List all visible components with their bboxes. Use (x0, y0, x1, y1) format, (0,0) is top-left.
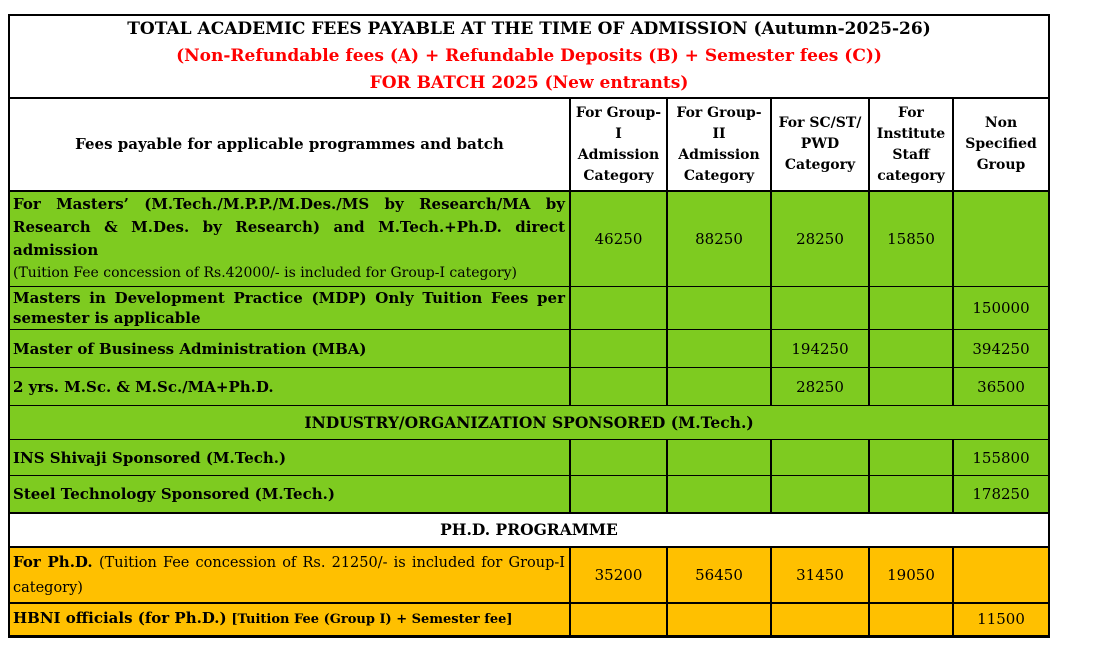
fees-table-grid (8, 14, 1050, 638)
program-cell-mba (9, 330, 570, 368)
fee-cell-nonspec (953, 191, 1049, 287)
col-header-scst-pwd: For SC/ST/ PWD Category (771, 98, 869, 191)
row-hbni (9, 603, 1049, 637)
fee-cell-group2 (667, 603, 771, 637)
fee-cell-group2 (667, 287, 771, 330)
row-mdp (9, 287, 1049, 330)
fee-cell-group2 (667, 476, 771, 513)
row-masters (9, 191, 1049, 287)
fee-cell-staff (869, 287, 953, 330)
program-cell-for-phd (9, 547, 570, 603)
fee-cell-nonspec (953, 547, 1049, 603)
section-row-industry (9, 406, 1049, 440)
fee-cell-group1 (570, 368, 667, 406)
program-title: HBNI officials (for Ph.D.) (13, 609, 227, 628)
fee-cell-group2 (667, 368, 771, 406)
program-title: Master of Business Administration (MBA) (13, 339, 367, 358)
fee-cell-scst: 28250 (771, 191, 869, 287)
fee-cell-staff (869, 330, 953, 368)
fee-cell-scst: 31450 (771, 547, 869, 603)
program-title: For Ph.D. (13, 552, 93, 571)
fee-cell-scst (771, 603, 869, 637)
fee-cell-nonspec: 150000 (953, 287, 1049, 330)
row-msc-phd (9, 368, 1049, 406)
fee-cell-group1 (570, 603, 667, 637)
row-mba (9, 330, 1049, 368)
fee-cell-staff (869, 603, 953, 637)
fee-cell-staff (869, 476, 953, 513)
table-title-block (9, 15, 1049, 98)
program-cell-msc (9, 368, 570, 406)
program-title: INS Shivaji Sponsored (M.Tech.) (13, 448, 287, 467)
program-cell-steel-tech (9, 476, 570, 513)
row-for-phd (9, 547, 1049, 603)
program-title: Steel Technology Sponsored (M.Tech.) (13, 484, 335, 503)
fee-cell-group1: 46250 (570, 191, 667, 287)
fee-cell-group1 (570, 440, 667, 476)
header-row (9, 98, 1049, 191)
section-title-industry: INDUSTRY/ORGANIZATION SPONSORED (M.Tech.) (9, 406, 1049, 440)
fees-table (8, 14, 1050, 638)
row-ins-shivaji (9, 440, 1049, 476)
fee-cell-nonspec: 155800 (953, 440, 1049, 476)
program-cell-ins-shivaji (9, 440, 570, 476)
fee-cell-group2: 88250 (667, 191, 771, 287)
fee-cell-staff (869, 368, 953, 406)
title-row (9, 15, 1049, 98)
program-title: 2 yrs. M.Sc. & M.Sc./MA+Ph.D. (13, 377, 274, 396)
fee-cell-staff: 15850 (869, 191, 953, 287)
fee-cell-staff: 19050 (869, 547, 953, 603)
fee-cell-scst (771, 440, 869, 476)
fee-cell-group1: 35200 (570, 547, 667, 603)
fee-cell-scst (771, 476, 869, 513)
title-main: TOTAL ACADEMIC FEES PAYABLE AT THE TIME OF ADMISSION (Autumn-2025-26) (127, 19, 931, 39)
fee-cell-nonspec: 394250 (953, 330, 1049, 368)
fee-cell-nonspec: 11500 (953, 603, 1049, 637)
program-note: (Tuition Fee concession of Rs. 21250/- is included for Group-I category) (13, 554, 565, 596)
fee-cell-scst: 28250 (771, 368, 869, 406)
fee-cell-group2: 56450 (667, 547, 771, 603)
program-note: (Tuition Fee concession of Rs.42000/- is included for Group-I category) (13, 265, 517, 281)
section-row-phd (9, 513, 1049, 547)
col-header-group1: For Group-I Admission Category (570, 98, 667, 191)
title-batch: FOR BATCH 2025 (New entrants) (369, 73, 689, 93)
fee-cell-staff (869, 440, 953, 476)
program-title: For Masters’ (M.Tech./M.P.P./M.Des./MS by Research/MA by Research & M.Des. by Research) and M.Tech.+Ph.D. direct admission (13, 195, 565, 259)
fee-cell-nonspec: 178250 (953, 476, 1049, 513)
fee-cell-group1 (570, 330, 667, 368)
fee-cell-group1 (570, 287, 667, 330)
col-header-non-specified: Non Specified Group (953, 98, 1049, 191)
program-title-detail: [Tuition Fee (Group I) + Semester fee] (231, 612, 513, 628)
row-steel-tech (9, 476, 1049, 513)
col-header-institute-staff: For Institute Staff category (869, 98, 953, 191)
fee-cell-group1 (570, 476, 667, 513)
fee-cell-scst: 194250 (771, 330, 869, 368)
program-cell-masters (9, 191, 570, 287)
fee-cell-group2 (667, 330, 771, 368)
col-header-program: Fees payable for applicable programmes and batch (9, 98, 570, 191)
fee-cell-nonspec: 36500 (953, 368, 1049, 406)
section-title-phd: PH.D. PROGRAMME (9, 513, 1049, 547)
col-header-group2: For Group-II Admission Category (667, 98, 771, 191)
program-title: Masters in Development Practice (MDP) Only Tuition Fees per semester is applicable (13, 289, 565, 327)
fee-cell-scst (771, 287, 869, 330)
title-subtitle: (Non-Refundable fees (A) + Refundable Deposits (B) + Semester fees (C)) (176, 46, 882, 66)
program-cell-hbni (9, 603, 570, 637)
program-cell-mdp (9, 287, 570, 330)
fee-cell-group2 (667, 440, 771, 476)
